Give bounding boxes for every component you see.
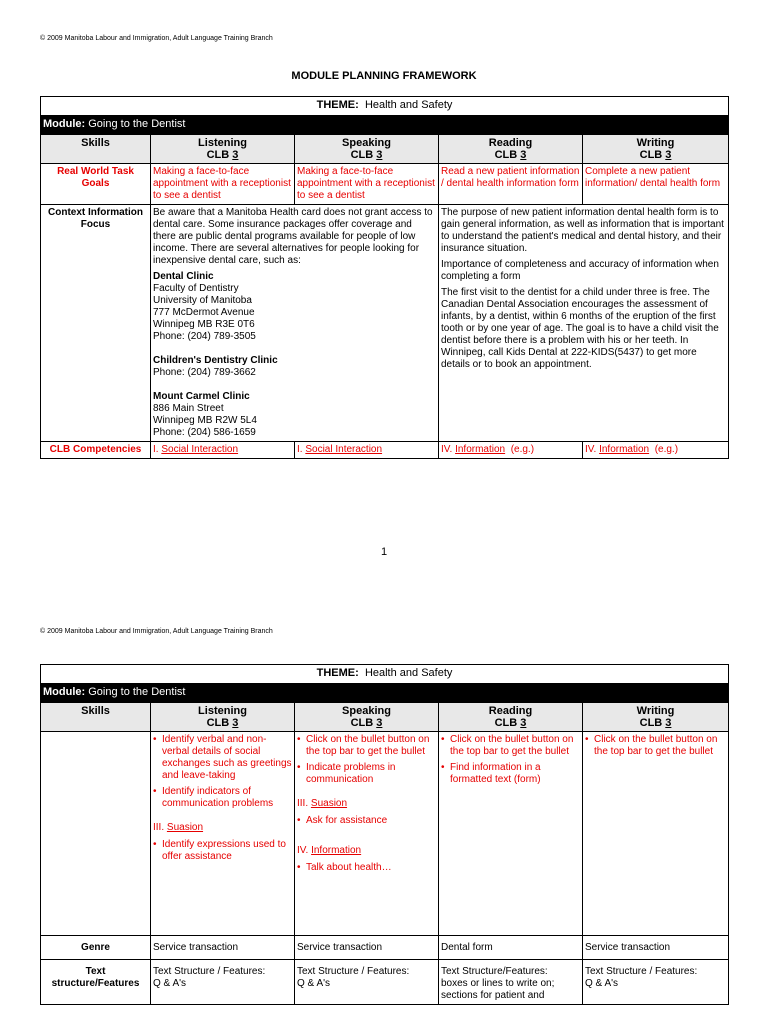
clinic-block-1: Dental Clinic Faculty of Dentistry University of Manitoba 777 McDermot Avenue Winnipeg MB R3E 0T6 Phone: (204) 789-3505 <box>153 271 256 342</box>
genre-reading: Dental form <box>439 936 583 960</box>
module-row <box>41 116 729 135</box>
context-purpose: The purpose of new patient information dental health form is to gain general information, as well as information that is important to understand the patient's medical and dental history, and their insurance situation. <box>441 207 724 254</box>
reading-bullet-list <box>441 734 580 786</box>
reading-header: Reading CLB 3 <box>439 135 583 164</box>
context-importance: Importance of completeness and accuracy of information when completing a form <box>441 259 719 282</box>
list-item: • Talk about health… <box>297 862 436 874</box>
module-row-page2: Module: Going to the Dentist <box>41 684 729 703</box>
speaking-bullet-list-3 <box>297 862 436 874</box>
genre-speaking: Service transaction <box>295 936 439 960</box>
list-item: • Find information in a formatted text (form) <box>441 762 580 786</box>
real-world-listening: Making a face-to-face appointment with a receptionist to see a dentist <box>151 164 295 205</box>
competency-details-label <box>41 732 151 936</box>
real-world-reading: Read a new patient information / dental health information form <box>439 164 583 205</box>
speaking-subheading-2: IV. Information <box>297 845 362 856</box>
text-structure-row <box>41 960 729 1005</box>
competency-speaking: I. Social Interaction <box>295 442 439 459</box>
theme-row <box>41 97 729 116</box>
genre-row <box>41 936 729 960</box>
real-world-writing: Complete a new patient information/ dental health form <box>583 164 729 205</box>
listening-bullet-list <box>153 734 292 810</box>
reading-details <box>439 732 583 936</box>
skills-header-row <box>41 135 729 164</box>
real-world-speaking: Making a face-to-face appointment with a receptionist to see a dentist <box>295 164 439 205</box>
competency-speaking-link[interactable]: Social Interaction <box>305 444 383 455</box>
skills-header-row-page2 <box>41 703 729 732</box>
text-structure-label: Text structure/Features <box>41 960 151 1005</box>
competency-details-row <box>41 732 729 936</box>
speaking-header: Speaking CLB 3 <box>295 135 439 164</box>
speaking-bullet-list-2 <box>297 815 436 827</box>
copyright-notice: © 2009 Manitoba Labour and Immigration, Adult Language Training Branch <box>40 35 273 42</box>
copyright-notice-page2: © 2009 Manitoba Labour and Immigration, Adult Language Training Branch <box>40 628 273 635</box>
clinic-block-2: Children's Dentistry Clinic Phone: (204) 789-3662 <box>153 355 278 378</box>
list-item: • Identify verbal and non-verbal details of social exchanges such as greetings and leave-taking <box>153 734 292 782</box>
context-label: Context Information Focus <box>41 205 151 442</box>
real-world-label: Real World Task Goals <box>41 164 151 205</box>
listening-bullet-list-2 <box>153 839 292 863</box>
module-label: Module: <box>43 118 86 130</box>
genre-label: Genre <box>41 936 151 960</box>
clinic-block-3: Mount Carmel Clinic 886 Main Street Winnipeg MB R2W 5L4 Phone: (204) 586-1659 <box>153 391 257 438</box>
listening-header: Listening CLB 3 <box>151 135 295 164</box>
writing-bullet-list <box>585 734 726 758</box>
listening-details <box>151 732 295 936</box>
speaking-header: Speaking CLB 3 <box>295 703 439 732</box>
list-item: • Click on the bullet button on the top bar to get the bullet <box>585 734 726 758</box>
listening-subheading: III. Suasion <box>153 822 204 833</box>
reading-header: Reading CLB 3 <box>439 703 583 732</box>
speaking-bullet-list <box>297 734 436 786</box>
competency-listening-link[interactable]: Social Interaction <box>161 444 239 455</box>
competencies-label: CLB Competencies <box>41 442 151 459</box>
skills-header: Skills <box>41 135 151 164</box>
competency-listening: I. Social Interaction <box>151 442 295 459</box>
page-number: 1 <box>380 546 388 558</box>
theme-row-page2: THEME: Health and Safety <box>41 665 729 684</box>
speaking-information-link[interactable]: Information <box>311 845 362 856</box>
skills-header: Skills <box>41 703 151 732</box>
context-row <box>41 205 729 442</box>
list-item: • Identify expressions used to offer assistance <box>153 839 292 863</box>
document-title: MODULE PLANNING FRAMEWORK <box>291 70 477 82</box>
theme-label: THEME: <box>316 99 359 111</box>
context-first-visit: The first visit to the dentist for a child under three is free. The Canadian Dental Association encourages the assessment of infants, by a dentist, within 6 months of the eruption of the first tooth or by one year of age. The goal is to have a child visit the dentist before there is a problem with his or her teeth. In Winnipeg, call Kids Dental at 222-KIDS(5437) to get more details or to book an appointment. <box>441 287 719 370</box>
real-world-row <box>41 164 729 205</box>
list-item: • Ask for assistance <box>297 815 436 827</box>
speaking-subheading-1: III. Suasion <box>297 798 348 809</box>
competency-writing-link[interactable]: Information <box>599 444 650 455</box>
list-item: • Identify indicators of communication problems <box>153 786 292 810</box>
module-value: Going to the Dentist <box>88 118 186 130</box>
speaking-suasion-link[interactable]: Suasion <box>310 798 348 809</box>
competency-reading-link[interactable]: Information <box>455 444 506 455</box>
competencies-row <box>41 442 729 459</box>
writing-header: Writing CLB 3 <box>583 135 729 164</box>
writing-header: Writing CLB 3 <box>583 703 729 732</box>
text-structure-writing: Text Structure / Features: Q & A's <box>583 960 729 1005</box>
text-structure-reading: Text Structure/Features: boxes or lines to write on; sections for patient and <box>439 960 583 1005</box>
planning-table-page2 <box>40 664 729 1005</box>
context-intro: Be aware that a Manitoba Health card does not grant access to dental care. Some insurance packages offer coverage and there are public dental programs available for people of low income. There are several alternatives for people looking for inexpensive dental care, such as: <box>153 207 433 266</box>
theme-value: Health and Safety <box>364 99 453 111</box>
writing-details <box>583 732 729 936</box>
list-item: • Indicate problems in communication <box>297 762 436 786</box>
context-listening-speaking <box>151 205 439 442</box>
text-structure-speaking: Text Structure / Features: Q & A's <box>295 960 439 1005</box>
competency-reading: IV. Information (e.g.) <box>439 442 583 459</box>
speaking-details <box>295 732 439 936</box>
list-item: • Click on the bullet button on the top bar to get the bullet <box>297 734 436 758</box>
competency-writing: IV. Information (e.g.) <box>583 442 729 459</box>
genre-listening: Service transaction <box>151 936 295 960</box>
listening-header: Listening CLB 3 <box>151 703 295 732</box>
context-reading-writing <box>439 205 729 442</box>
planning-table-page1 <box>40 96 729 459</box>
listening-suasion-link[interactable]: Suasion <box>166 822 204 833</box>
list-item: • Click on the bullet button on the top bar to get the bullet <box>441 734 580 758</box>
text-structure-listening: Text Structure / Features: Q & A's <box>151 960 295 1005</box>
genre-writing: Service transaction <box>583 936 729 960</box>
